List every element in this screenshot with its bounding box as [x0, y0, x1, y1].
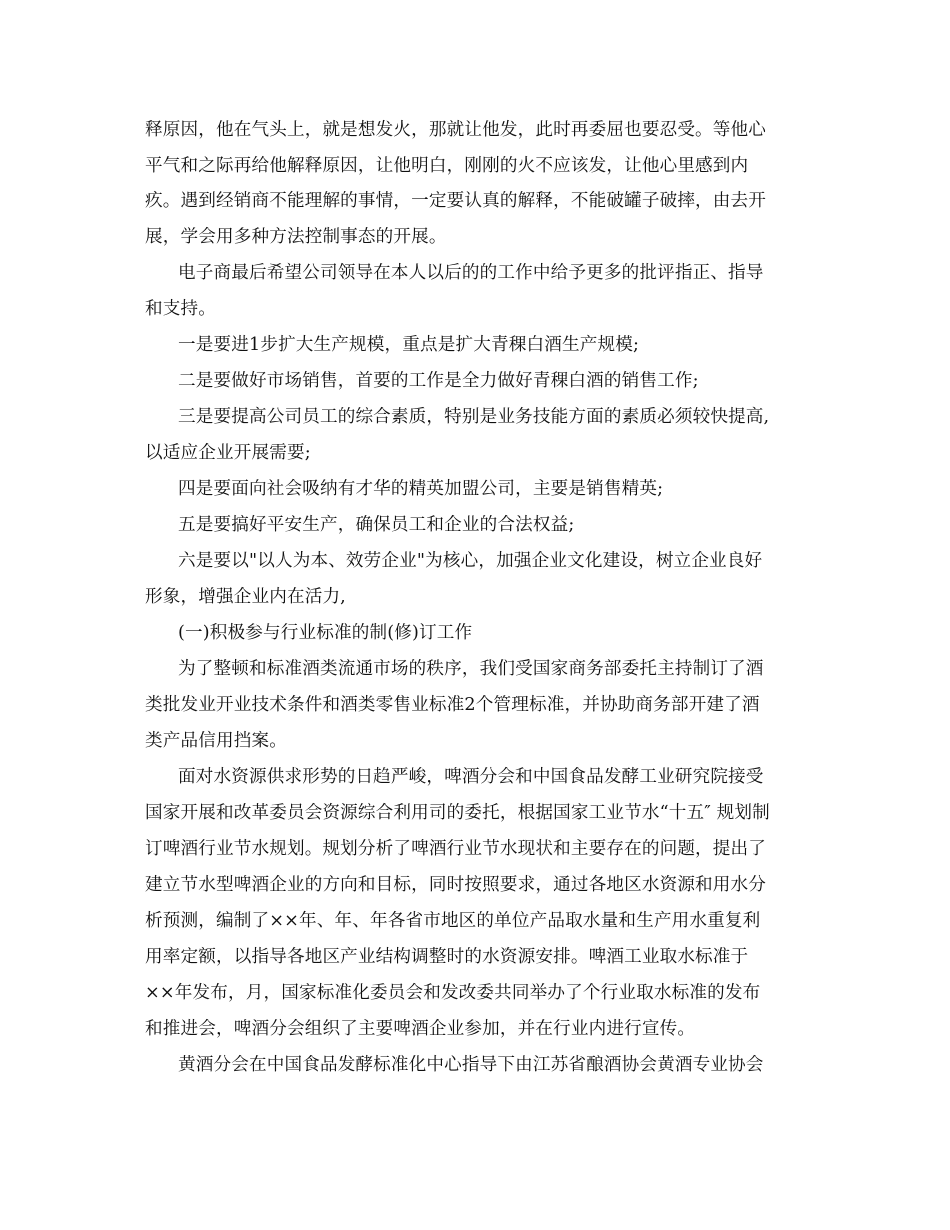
text-line: 析预测，编制了××年、年、年各省市地区的单位产品取水量和生产用水重复利 [145, 911, 761, 931]
text-line: 黄酒分会在中国食品发酵标准化中心指导下由江苏省酿酒协会黄酒专业协会 [178, 1055, 764, 1075]
text-line: 一是要进1步扩大生产规模，重点是扩大青稞白酒生产规模; [178, 335, 640, 355]
text-line: 用率定额，以指导各地区产业结构调整时的水资源安排。啤酒工业取水标准于 [145, 947, 749, 967]
text-line: 电子商最后希望公司领导在本人以后的的工作中给予更多的批评指正、指导 [178, 263, 764, 283]
text-line: 展，学会用多种方法控制事态的开展。 [145, 227, 447, 247]
text-line: 国家开展和改革委员会资源综合利用司的委托，根据国家工业节水“十五″ 规划制 [145, 803, 770, 823]
text-line: 类批发业开业技术条件和酒类零售业标准2个管理标准，并协助商务部开建了酒 [145, 695, 760, 715]
section-heading: (一)积极参与行业标准的制(修)订工作 [178, 623, 473, 643]
text-line: 建立节水型啤酒企业的方向和目标，同时按照要求，通过各地区水资源和用水分 [145, 875, 767, 895]
text-line: 形象，增强企业内在活力, [145, 587, 346, 607]
text-line: 以适应企业开展需要; [145, 443, 311, 463]
text-line: 二是要做好市场销售，首要的工作是全力做好青稞白酒的销售工作; [178, 371, 699, 391]
text-line: ××年发布，月，国家标准化委员会和发改委共同举办了个行业取水标准的发布 [145, 983, 761, 1003]
text-line: 和支持。 [145, 299, 216, 319]
text-line: 类产品信用挡案。 [145, 731, 287, 751]
text-line: 六是要以"以人为本、效劳企业"为核心，加强企业文化建设，树立企业良好 [178, 551, 763, 571]
text-line: 三是要提高公司员工的综合素质，特别是业务技能方面的素质必须较快提高, [178, 407, 770, 427]
text-line: 和推进会，啤酒分会组织了主要啤酒企业参加，并在行业内进行宣传。 [145, 1019, 696, 1039]
text-line: 平气和之际再给他解释原因，让他明白，刚刚的火不应该发，让他心里感到内 [145, 156, 749, 176]
text-line: 五是要搞好平安生产，确保员工和企业的合法权益; [178, 515, 575, 535]
text-line: 为了整顿和标准酒类流通市场的秩序，我们受国家商务部委托主持制订了酒 [178, 659, 764, 679]
text-line: 订啤酒行业节水规划。规划分析了啤酒行业节水现状和主要存在的问题，提出了 [145, 839, 767, 859]
text-line: 四是要面向社会吸纳有才华的精英加盟公司，主要是销售精英; [178, 479, 664, 499]
text-line: 释原因，他在气头上，就是想发火，那就让他发，此时再委屈也要忍受。等他心 [145, 120, 767, 140]
text-line: 面对水资源供求形势的日趋严峻，啤酒分会和中国食品发酵工业研究院接受 [178, 767, 764, 787]
text-line: 疚。遇到经销商不能理解的事情，一定要认真的解释，不能破罐子破摔，由去开 [145, 191, 767, 211]
